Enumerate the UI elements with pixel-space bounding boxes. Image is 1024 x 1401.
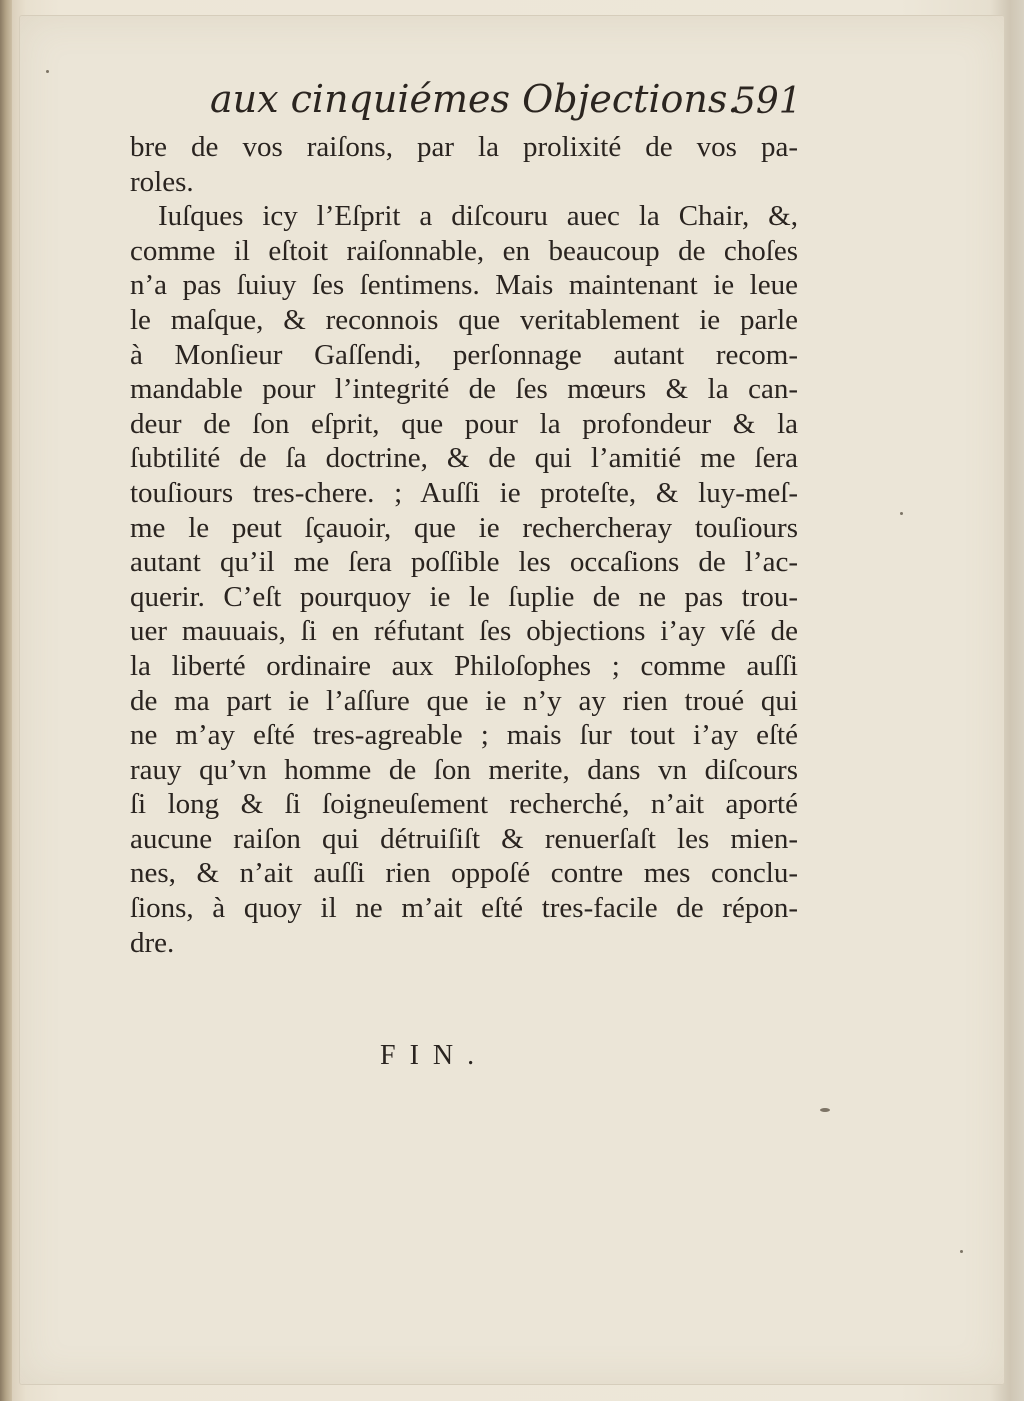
text-line: dre.	[130, 926, 175, 959]
page-number: 591	[733, 81, 802, 122]
text-line: roles.	[130, 165, 194, 198]
running-title: aux cinquiémes Objections.	[210, 77, 740, 121]
text-line: ne m’ay eſté tres-agreable ; mais ſur tout i’ay eſté	[130, 719, 798, 752]
text-line: ſions, à quoy il ne m’ait eſté tres-facile de répon-	[130, 892, 798, 925]
paper-speck	[900, 512, 903, 515]
text-line: n’a pas ſuiuy ſes ſentimens. Mais maintenant ie leue	[130, 269, 798, 302]
text-line: nes, & n’ait auſſi rien oppoſé contre mes conclu-	[130, 857, 798, 890]
text-line: rauy qu’vn homme de ſon merite, dans vn diſcours	[130, 753, 798, 786]
paper-speck	[820, 1108, 830, 1112]
text-line: mandable pour l’integrité de ſes mœurs & la can-	[130, 373, 798, 406]
text-line: ſi long & ſi ſoigneuſement recherché, n’ait aporté	[130, 788, 798, 821]
text-line: me le peut ſçauoir, que ie rechercheray touſiours	[130, 511, 798, 544]
text-line: bre de vos raiſons, par la prolixité de vos pa-	[130, 131, 798, 163]
text-line: uer mauuais, ſi en réfutant ſes objections i’ay vſé de	[130, 615, 798, 648]
text-line: comme il eſtoit raiſonnable, en beaucoup de choſes	[130, 234, 798, 267]
text-line: à Monſieur Gaſſendi, perſonnage autant recom-	[130, 338, 798, 371]
paper-speck	[960, 1250, 963, 1253]
text-line: la liberté ordinaire aux Philoſophes ; comme auſſi	[130, 649, 798, 682]
body-text	[130, 130, 798, 960]
text-line: ſubtilité de ſa doctrine, & de qui l’amitié me ſera	[130, 442, 798, 475]
text-line: touſiours tres-chere. ; Auſſi ie proteſte, & luy-meſ-	[130, 476, 798, 509]
text-line: Iuſques icy l’Eſprit a diſcouru auec la Chair, &,	[158, 200, 798, 233]
text-line: autant qu’il me ſera poſſible les occaſions de l’ac-	[130, 546, 798, 579]
text-line: de ma part ie l’aſſure que ie n’y ay rien troué qui	[130, 684, 798, 717]
text-line: querir. C’eſt pourquoy ie le ſuplie de ne pas trou-	[130, 580, 798, 613]
text-line: aucune raiſon qui détruiſiſt & renuerſaſt les mien-	[130, 822, 798, 855]
text-line: deur de ſon eſprit, que pour la profondeur & la	[130, 407, 798, 440]
paper-speck	[46, 70, 49, 73]
fin-closing: FIN.	[380, 1040, 489, 1071]
book-spine-edge	[0, 0, 12, 1401]
text-line: le maſque, & reconnois que veritablement ie parle	[130, 303, 798, 336]
